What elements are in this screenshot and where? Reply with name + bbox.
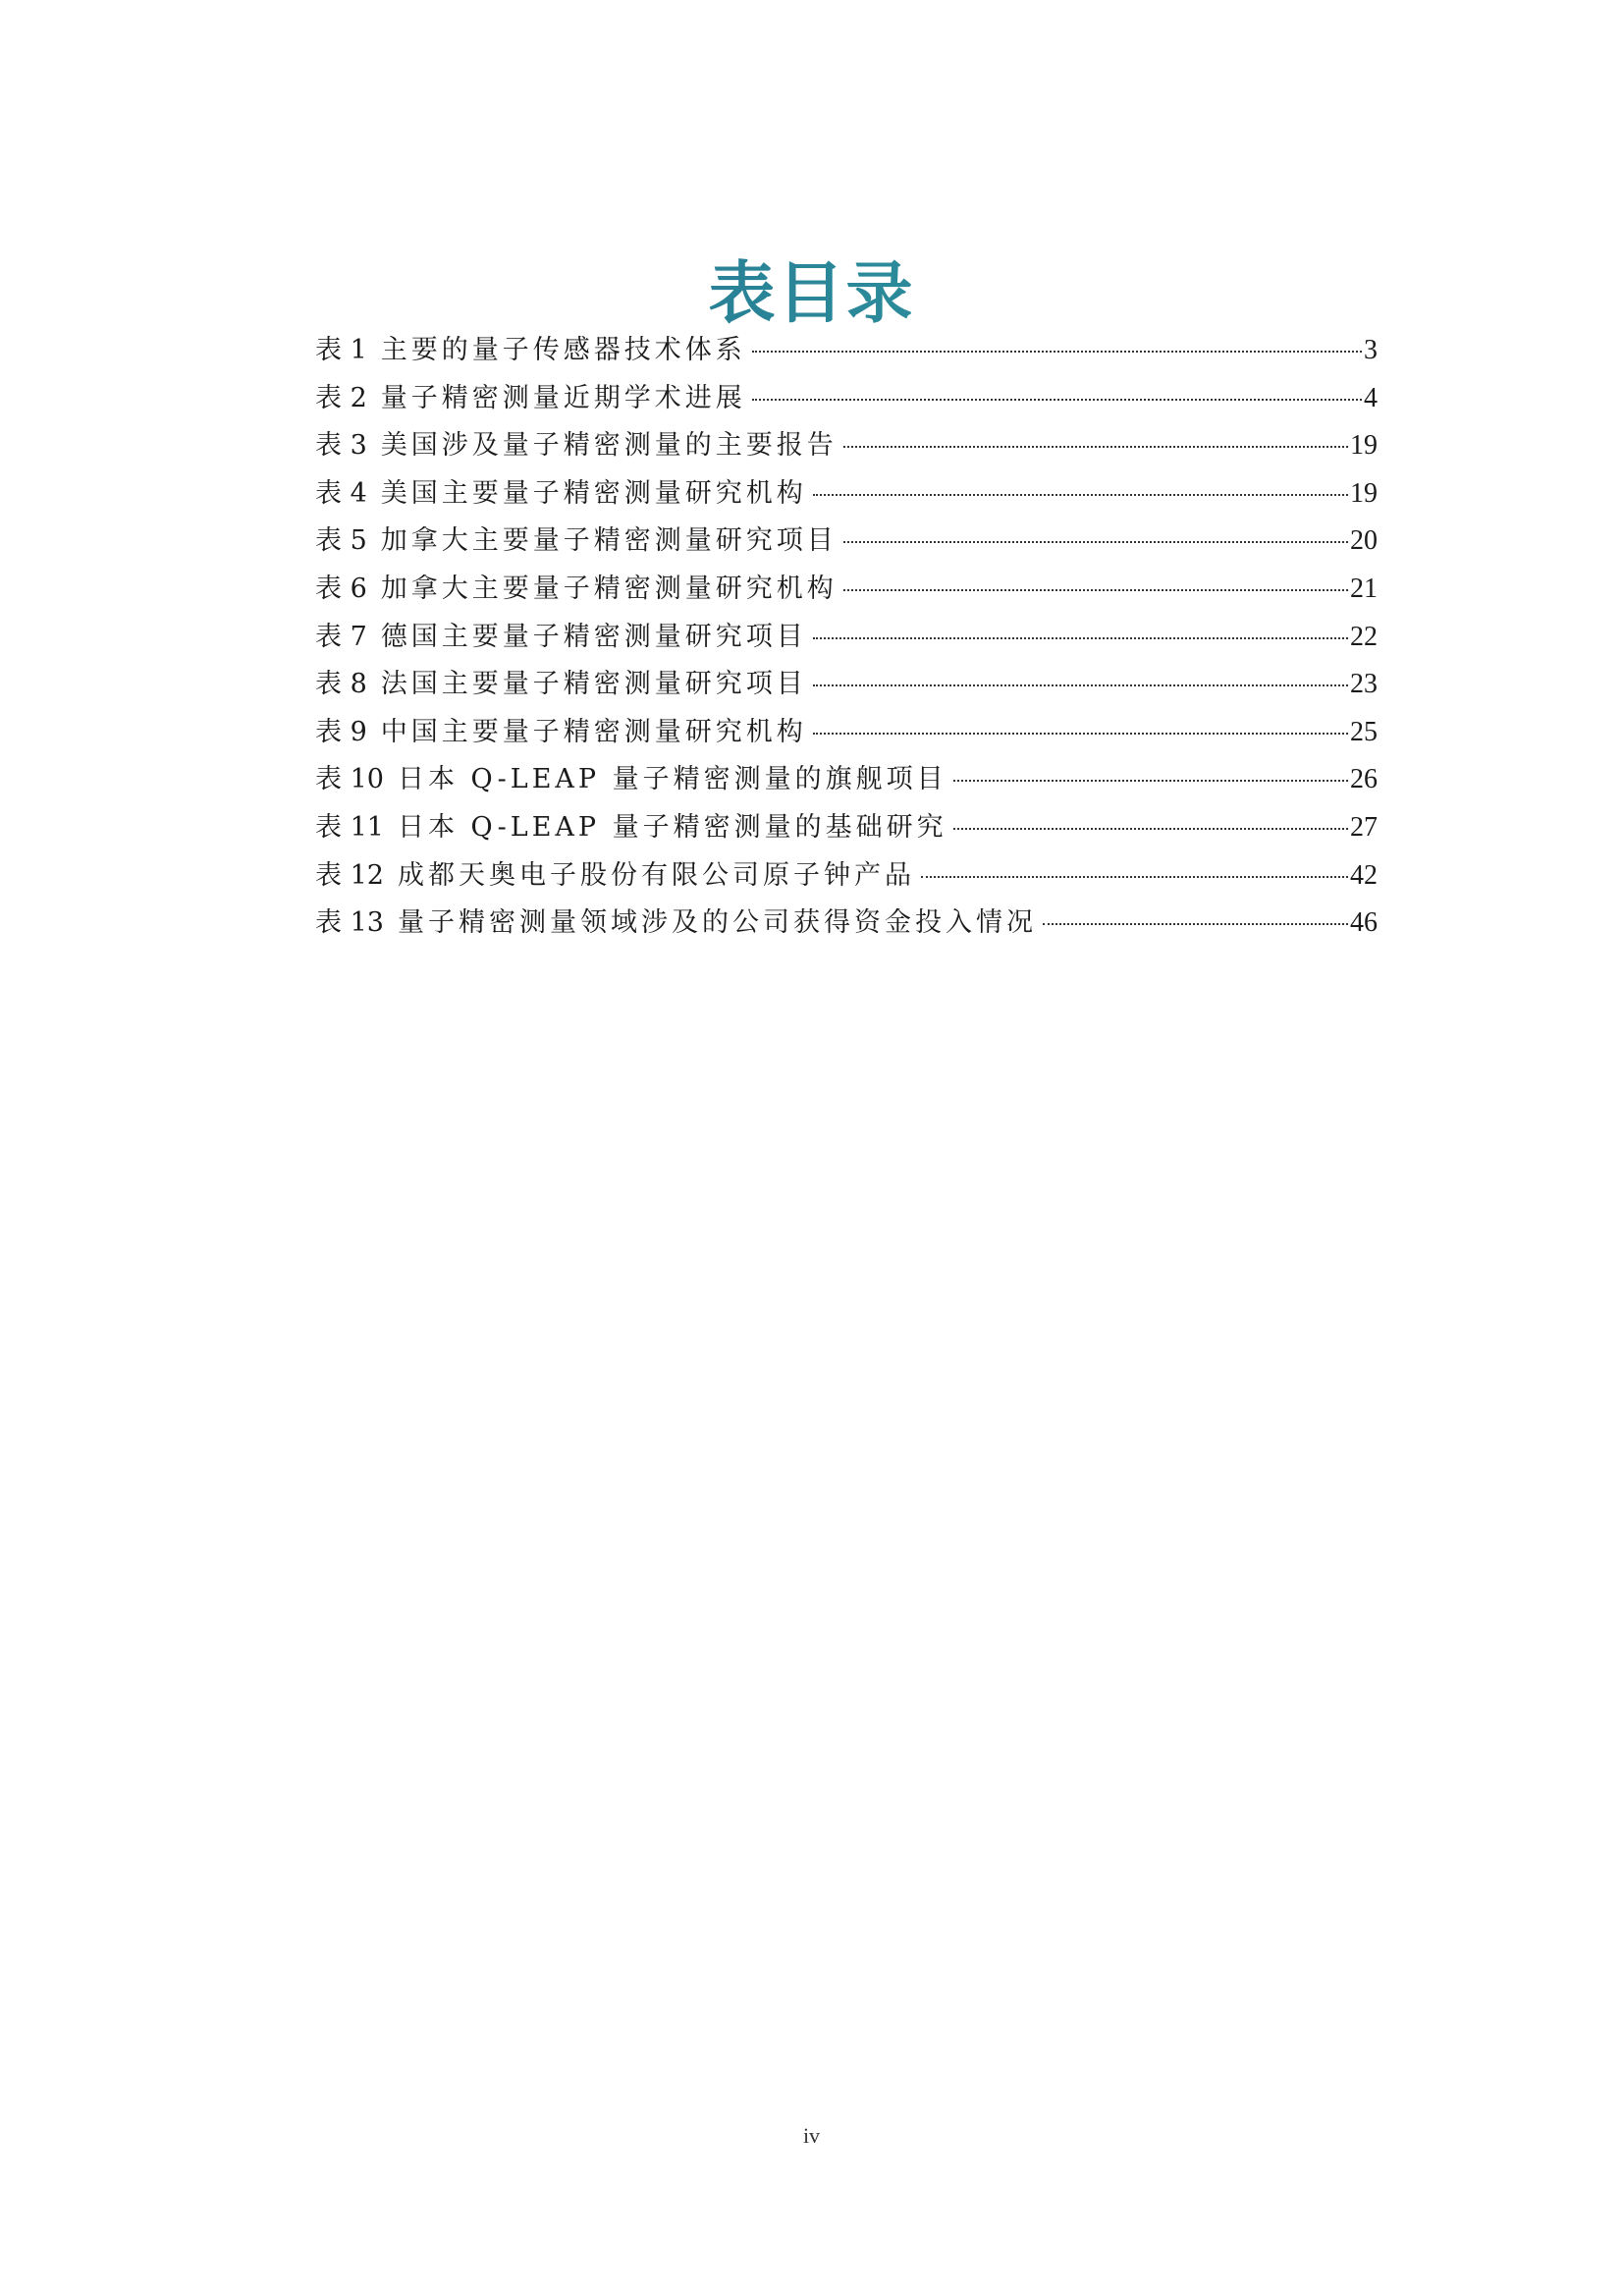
toc-entry-table-number: 表 3 xyxy=(315,430,367,462)
toc-entry-table-number: 表 6 xyxy=(315,573,367,604)
toc-entry-table-number: 表 8 xyxy=(315,669,367,700)
toc-entry-title: 德国主要量子精密测量研究项目 xyxy=(380,621,807,652)
toc-entry-label xyxy=(315,709,807,756)
toc-entry-label xyxy=(315,422,838,469)
toc-entry-title: 量子精密测量领域涉及的公司获得资金投入情况 xyxy=(397,907,1037,939)
toc-entry-table-number: 表 10 xyxy=(315,764,384,795)
toc-entry-label xyxy=(315,566,838,613)
toc-entry-title: 美国主要量子精密测量研究机构 xyxy=(380,477,807,509)
toc-entry-table-number: 表 5 xyxy=(315,525,367,557)
toc-entry-page-number: 46 xyxy=(1350,907,1378,939)
toc-dot-leader xyxy=(752,351,1362,353)
toc-entry[interactable] xyxy=(315,566,1378,614)
toc-entry-label xyxy=(315,470,807,518)
toc-entry[interactable] xyxy=(315,852,1378,901)
toc-dot-leader xyxy=(843,541,1348,543)
page-title: 表目录 xyxy=(0,249,1623,338)
toc-entry-table-number: 表 11 xyxy=(315,811,384,843)
toc-dot-leader xyxy=(843,446,1348,448)
toc-entry-page-number: 4 xyxy=(1364,382,1378,413)
toc-entry[interactable] xyxy=(315,661,1378,709)
toc-entry-title: 中国主要量子精密测量研究机构 xyxy=(380,716,807,747)
toc-entry-page-number: 27 xyxy=(1350,811,1378,843)
toc-entry-table-number: 表 13 xyxy=(315,907,384,939)
toc-entry-label xyxy=(315,661,807,708)
toc-entry-label xyxy=(315,900,1037,947)
toc-entry[interactable] xyxy=(315,422,1378,470)
toc-entry-table-number: 表 1 xyxy=(315,335,367,365)
toc-entry[interactable] xyxy=(315,518,1378,566)
toc-entry-page-number: 19 xyxy=(1350,430,1378,462)
toc-entry-label xyxy=(315,614,807,661)
toc-entry-title: 加拿大主要量子精密测量研究项目 xyxy=(380,525,838,557)
toc-entry[interactable] xyxy=(315,470,1378,519)
toc-entry-table-number: 表 9 xyxy=(315,716,367,747)
toc-entry-title: 日本 Q-LEAP 量子精密测量的旗舰项目 xyxy=(397,764,947,795)
toc-entry-table-number: 表 12 xyxy=(315,859,384,891)
toc-entry-page-number: 23 xyxy=(1350,669,1378,700)
toc-dot-leader xyxy=(813,733,1348,735)
toc-entry-page-number: 20 xyxy=(1350,525,1378,557)
toc-entry[interactable] xyxy=(315,804,1378,852)
toc-entry-page-number: 26 xyxy=(1350,764,1378,795)
toc-dot-leader xyxy=(813,494,1348,496)
toc-entry-title: 美国涉及量子精密测量的主要报告 xyxy=(380,430,838,462)
toc-entry-table-number: 表 4 xyxy=(315,477,367,509)
toc-entry-label xyxy=(315,804,947,851)
toc-dot-leader xyxy=(813,637,1348,639)
toc-entry-title: 主要的量子传感器技术体系 xyxy=(380,335,746,365)
toc-entry-label xyxy=(315,375,746,422)
toc-entry-title: 成都天奥电子股份有限公司原子钟产品 xyxy=(397,859,915,891)
toc-entry-table-number: 表 7 xyxy=(315,621,367,652)
toc-entry[interactable] xyxy=(315,375,1378,423)
toc-entry-page-number: 3 xyxy=(1364,335,1378,365)
toc-entry-label xyxy=(315,327,746,374)
toc-dot-leader xyxy=(921,876,1348,878)
toc-dot-leader xyxy=(953,828,1348,830)
toc-entry-page-number: 21 xyxy=(1350,573,1378,604)
toc-entry-page-number: 22 xyxy=(1350,621,1378,652)
toc-dot-leader xyxy=(752,399,1362,401)
toc-entry[interactable] xyxy=(315,900,1378,948)
page-number: iv xyxy=(802,2123,821,2148)
toc-entry[interactable] xyxy=(315,327,1378,375)
toc-entry[interactable] xyxy=(315,709,1378,757)
toc-entry-page-number: 19 xyxy=(1350,477,1378,509)
toc-entry[interactable] xyxy=(315,614,1378,662)
toc-dot-leader xyxy=(843,589,1348,591)
toc-entry-title: 法国主要量子精密测量研究项目 xyxy=(380,669,807,700)
toc-dot-leader xyxy=(813,684,1348,686)
toc-entry-label xyxy=(315,518,838,565)
toc-entry-page-number: 25 xyxy=(1350,716,1378,747)
toc-entry-title: 加拿大主要量子精密测量研究机构 xyxy=(380,573,838,604)
toc-dot-leader xyxy=(1043,923,1348,925)
toc-entry-label xyxy=(315,756,947,803)
toc-entry[interactable] xyxy=(315,756,1378,804)
toc-entry-label xyxy=(315,852,915,900)
toc-dot-leader xyxy=(953,780,1348,782)
toc-entry-title: 量子精密测量近期学术进展 xyxy=(380,382,746,413)
toc-entry-page-number: 42 xyxy=(1350,859,1378,891)
table-of-contents xyxy=(315,327,1378,948)
toc-entry-title: 日本 Q-LEAP 量子精密测量的基础研究 xyxy=(397,811,947,843)
toc-entry-table-number: 表 2 xyxy=(315,382,367,413)
